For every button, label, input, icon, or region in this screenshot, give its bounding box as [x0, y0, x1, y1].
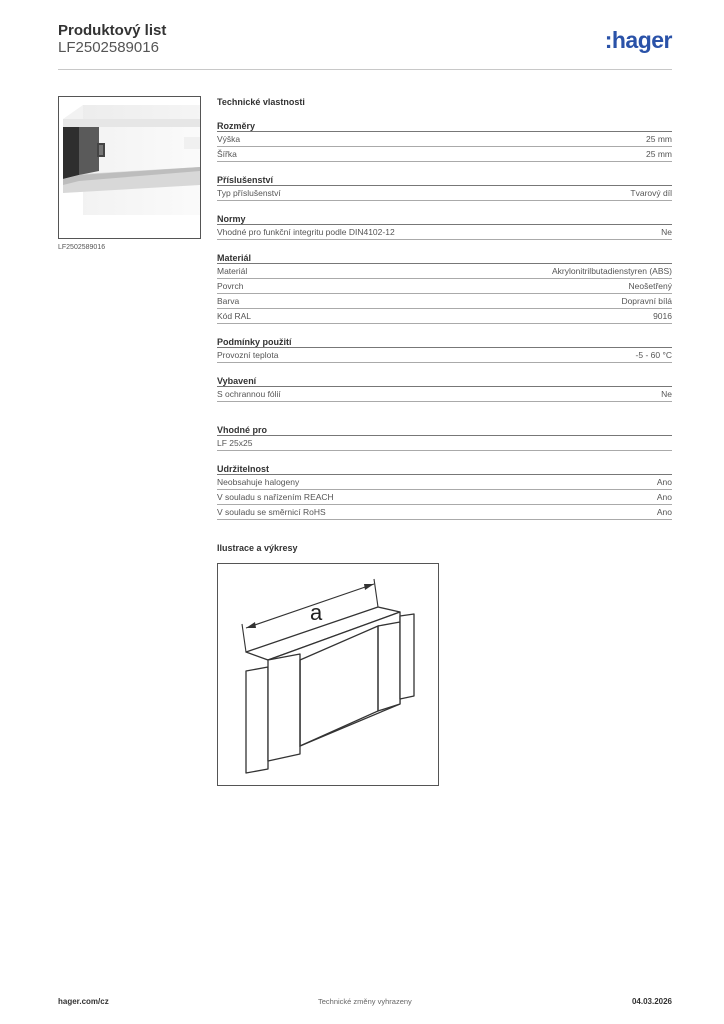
technical-drawing [217, 563, 439, 786]
section-title: Příslušenství [217, 174, 672, 186]
spec-label: Vhodné pro funkční integritu podle DIN4102-12 [217, 227, 395, 237]
spec-value: -5 - 60 °C [635, 350, 672, 360]
spec-row [217, 490, 672, 505]
spec-label: V souladu s nařízením REACH [217, 492, 334, 502]
product-code: LF2502589016 [58, 39, 159, 56]
spec-row [217, 309, 672, 324]
header-divider [58, 69, 672, 70]
product-image [58, 96, 201, 239]
spec-value: Ne [661, 227, 672, 237]
spec-row [217, 387, 672, 402]
spec-section-dimensions [217, 120, 672, 162]
spec-value: Ne [661, 389, 672, 399]
spec-value: Ano [656, 477, 672, 487]
spec-row [217, 505, 672, 520]
spec-section-sustainability [217, 463, 672, 520]
spec-row [217, 436, 672, 451]
spec-value: 25 mm [646, 134, 672, 144]
section-title: Normy [217, 213, 672, 225]
cable-trunking-cover-icon [59, 97, 200, 238]
spec-row [217, 348, 672, 363]
section-title: Materiál [217, 252, 672, 264]
spec-label: Typ příslušenství [217, 188, 281, 198]
spec-section-operating-conditions [217, 336, 672, 363]
logo-colon: : [604, 27, 612, 53]
footer-date: 04.03.2026 [631, 997, 672, 1006]
spec-value: Neošetřený [628, 281, 672, 291]
spec-value: Tvarový díl [630, 188, 672, 198]
spec-label: Kód RAL [217, 311, 252, 321]
spec-row [217, 186, 672, 201]
spec-label: Barva [217, 296, 240, 306]
spec-value: 9016 [653, 311, 672, 321]
spec-row [217, 475, 672, 490]
logo-text: hager [611, 27, 672, 53]
section-title: Vybavení [217, 375, 672, 387]
spec-row [217, 279, 672, 294]
spec-label: LF 25x25 [217, 438, 253, 448]
spec-label: V souladu se směrnicí RoHS [217, 507, 326, 517]
specs-title: Technické vlastnosti [217, 97, 305, 107]
spec-value: Dopravní bílá [621, 296, 672, 306]
hager-logo [605, 27, 672, 54]
spec-row [217, 294, 672, 309]
spec-value: Akrylonitrilbutadienstyren (ABS) [552, 266, 672, 276]
section-title: Vhodné pro [217, 424, 672, 436]
spec-value: Ano [656, 507, 672, 517]
technical-specs [217, 96, 672, 520]
spec-value: Ano [656, 492, 672, 502]
footer-website[interactable]: hager.com/cz [58, 997, 109, 1006]
section-title: Rozměry [217, 120, 672, 132]
spec-label: Provozní teplota [217, 350, 279, 360]
spec-section-suitable-for [217, 424, 672, 451]
section-title: Podmínky použití [217, 336, 672, 348]
spec-section-equipment [217, 375, 672, 402]
section-title: Udržitelnost [217, 463, 672, 475]
technical-drawing-icon [218, 564, 438, 785]
spec-label: Neobsahuje halogeny [217, 477, 300, 487]
spec-section-accessories [217, 174, 672, 201]
footer-notice: Technické změny vyhrazeny [318, 997, 412, 1006]
spec-label: Materiál [217, 266, 248, 276]
dimension-label: a [310, 600, 323, 625]
spec-value: 25 mm [646, 149, 672, 159]
spec-label: Výška [217, 134, 241, 144]
spec-section-material [217, 252, 672, 324]
product-image-caption: LF2502589016 [58, 244, 106, 251]
spec-label: Šířka [217, 149, 237, 159]
spec-row [217, 264, 672, 279]
spec-row [217, 132, 672, 147]
spec-row [217, 147, 672, 162]
spec-label: Povrch [217, 281, 244, 291]
page-header [58, 22, 672, 70]
illustrations-title: Ilustrace a výkresy [217, 543, 298, 553]
spec-label: S ochrannou fólií [217, 389, 281, 399]
spec-row [217, 225, 672, 240]
spec-section-standards [217, 213, 672, 240]
document-title: Produktový list [58, 22, 167, 39]
